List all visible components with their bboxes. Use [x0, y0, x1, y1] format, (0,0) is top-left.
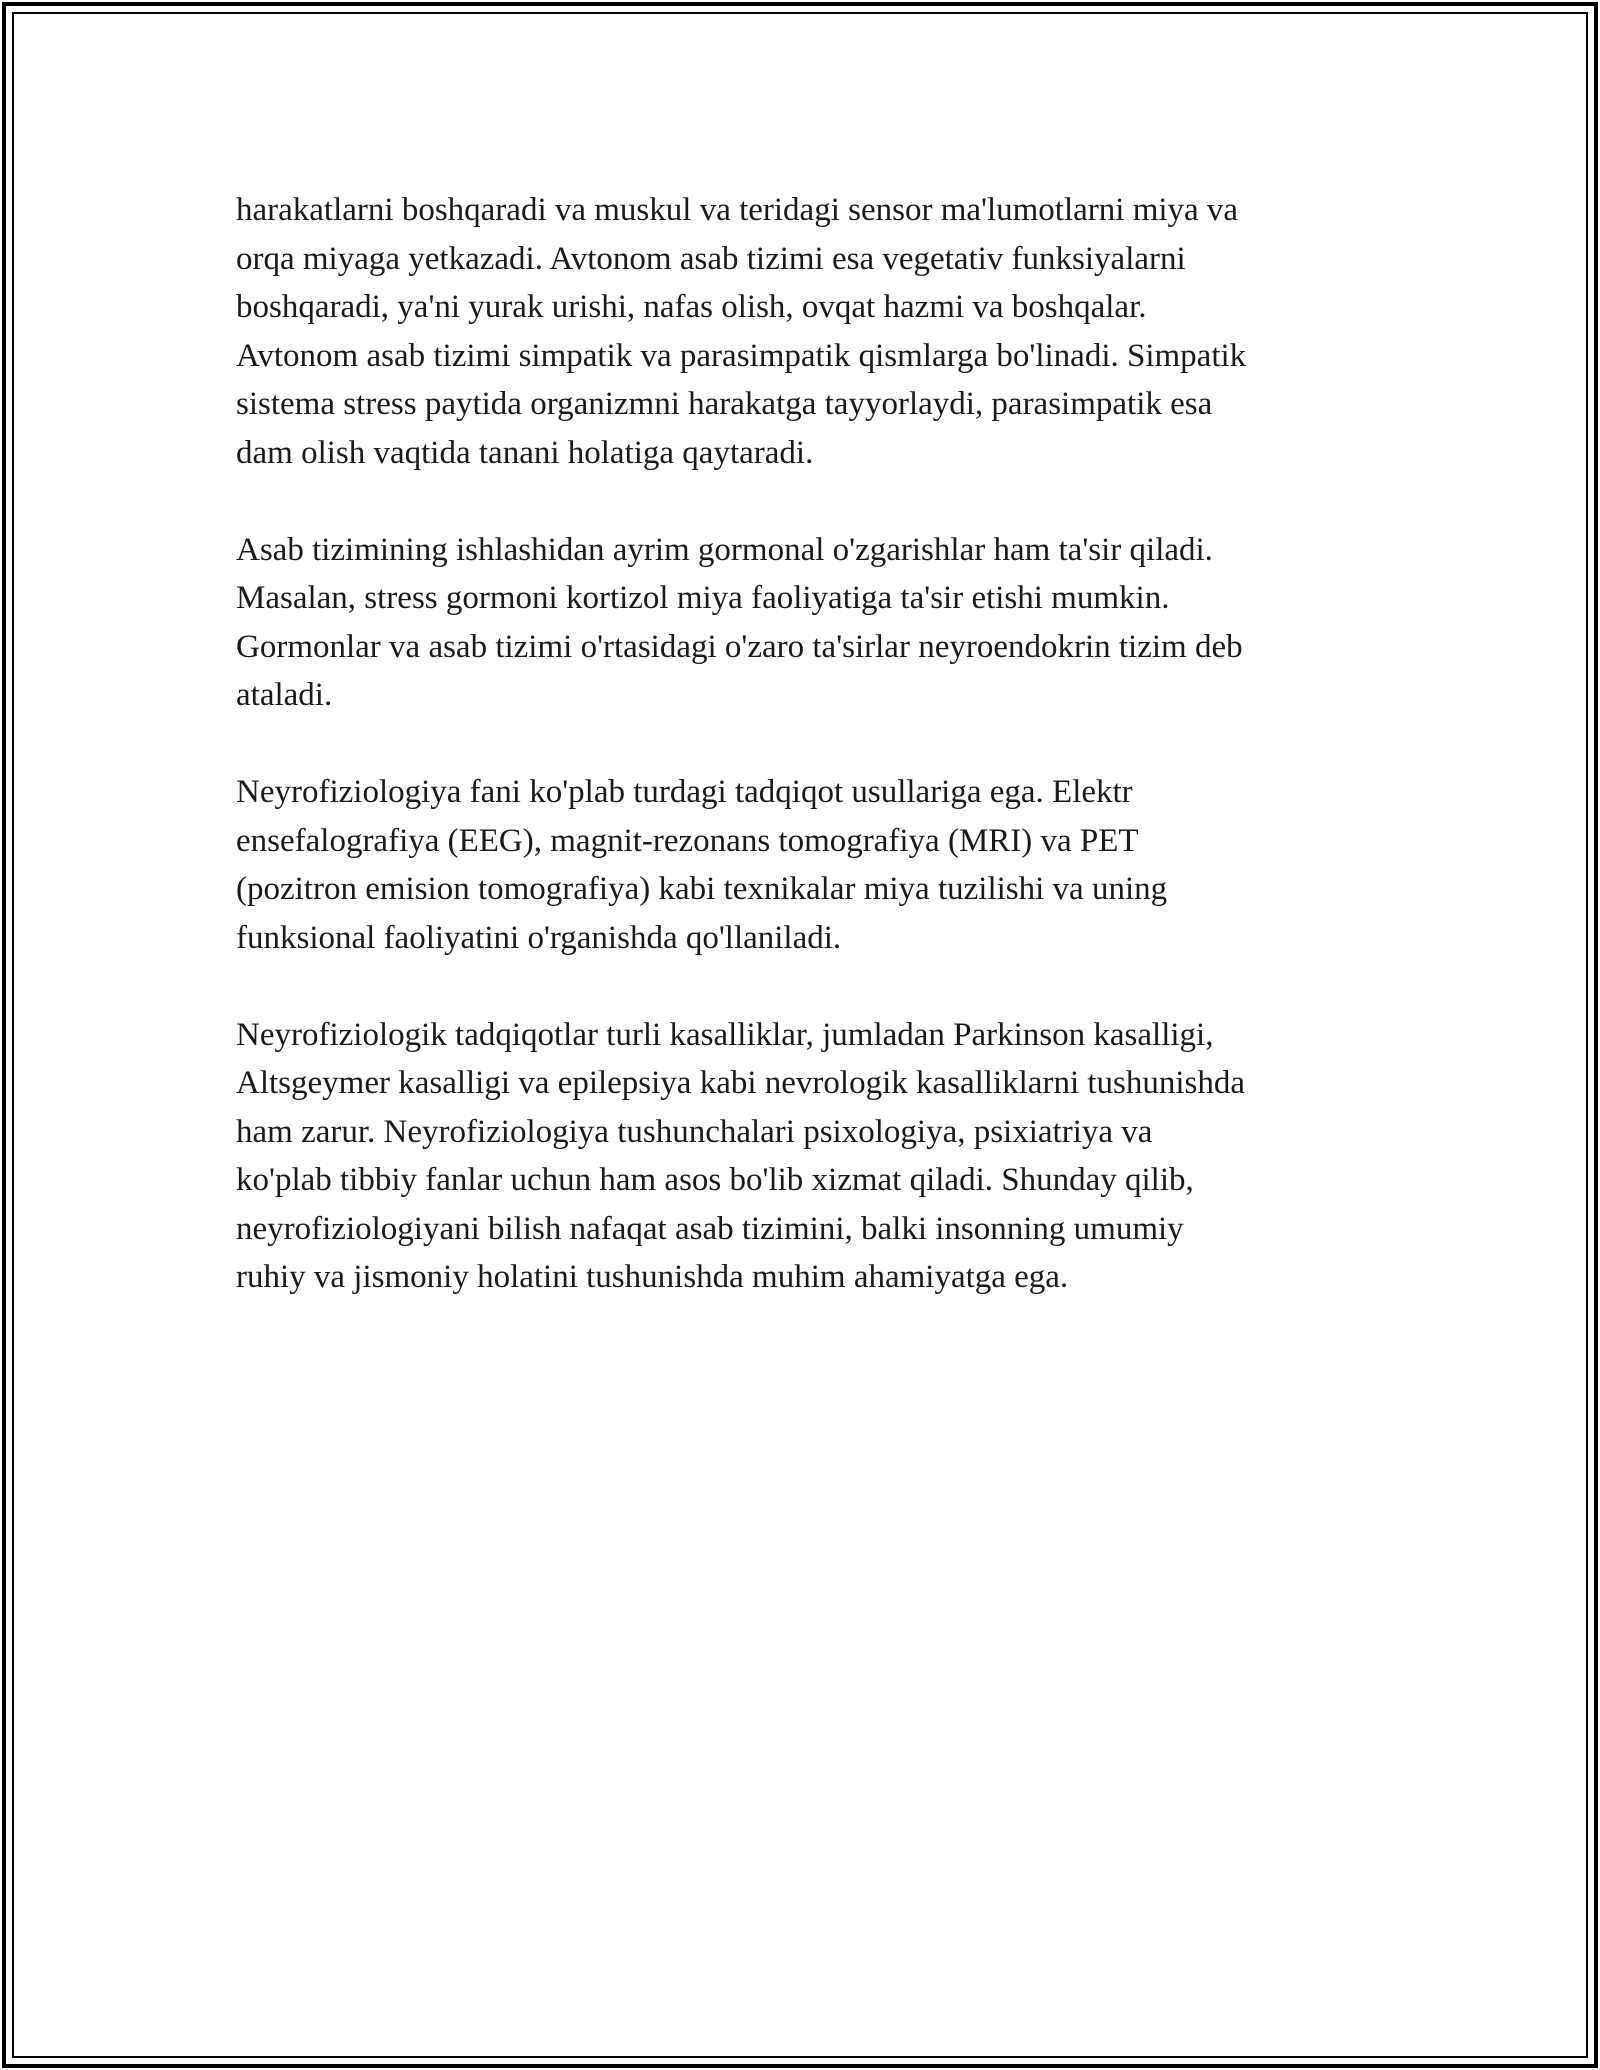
paragraph-2: Asab tizimining ishlashidan ayrim gormonal o'zgarishlar ham ta'sir qiladi. Masalan, stress gormoni kortizol miya faoliyatiga ta'sir etishi mumkin. Gormonlar va asab tizimi o'rtasidagi o'zaro ta'sirlar neyroendokrin tizim deb ataladi. [236, 531, 1243, 713]
document-body [236, 186, 1396, 1350]
paragraph-4: Neyrofiziologik tadqiqotlar turli kasalliklar, jumladan Parkinson kasalligi, Altsgeymer kasalligi va epilepsiya kabi nevrologik kasalliklarni tushunishda ham zarur. Neyrofiziologiya tushunchalari psixologiya, psixiatriya va ko'plab tibbiy fanlar uchun ham asos bo'lib xizmat qiladi. Shunday qilib, neyrofiziologiyani bilish nafaqat asab tizimini, balki insonning umumiy ruhiy va jismoniy holatini tushunishda muhim ahamiyatga ega. [236, 1016, 1246, 1295]
paragraph-3: Neyrofiziologiya fani ko'plab turdagi tadqiqot usullariga ega. Elektr ensefalografiya (EEG), magnit-rezonans tomografiya (MRI) va PET (pozitron emision tomografiya) kabi texnikalar miya tuzilishi va uning funksional faoliyatini o'rganishda qo'llaniladi. [236, 774, 1168, 956]
paragraph-1: harakatlarni boshqaradi va muskul va teridagi sensor ma'lumotlarni miya va orqa miyaga yetkazadi. Avtonom asab tizimi esa vegetativ funksiyalarni boshqaradi, ya'ni yurak urishi, nafas olish, ovqat hazmi va boshqalar. Avtonom asab tizimi simpatik va parasimpatik qismlarga bo'linadi. Simpatik sistema stress paytida organizmni harakatga tayyorlaydi, parasimpatik esa dam olish vaqtida tanani holatiga qaytaradi. [236, 192, 1247, 471]
